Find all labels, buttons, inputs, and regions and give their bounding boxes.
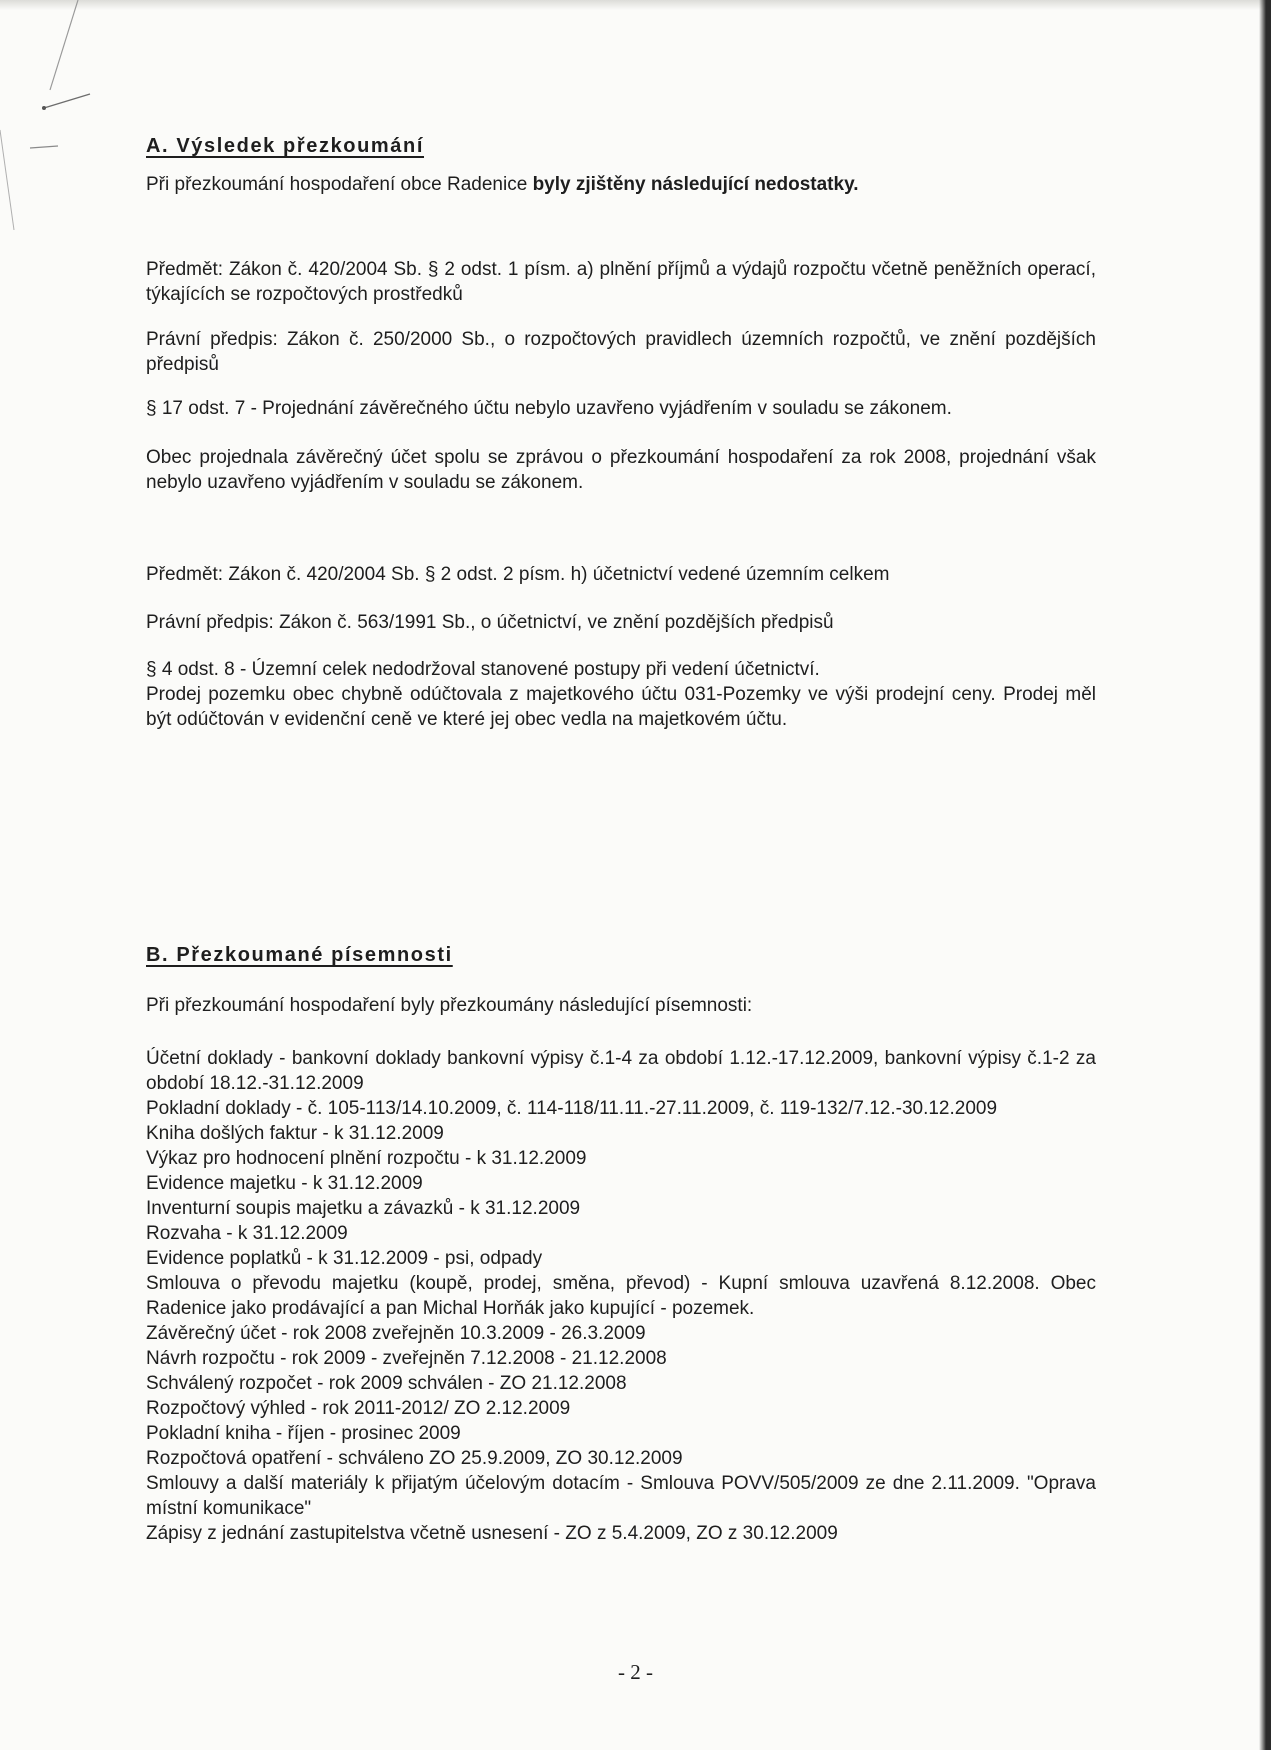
finding2-regulation: Právní předpis: Zákon č. 563/1991 Sb., o účetnictví, ve znění pozdějších předpisů (146, 612, 834, 633)
section-b-heading: B. Přezkoumané písemnosti (146, 944, 453, 966)
documents-list (146, 1046, 1096, 1546)
finding1-paragraph: § 17 odst. 7 - Projednání závěrečného účtu nebylo uzavřeno vyjádřením v souladu se zákonem. (146, 398, 952, 419)
document-item: Rozpočtová opatření - schváleno ZO 25.9.2009, ZO 30.12.2009 (146, 1448, 683, 1469)
document-item: Smlouva o převodu majetku (koupě, prodej, směna, převod) - Kupní smlouva uzavřená 8.12.2008. Obec Radenice jako prodávající a pan Michal Horňák jako kupující - pozemek. (146, 1273, 1096, 1319)
document-item: Smlouvy a další materiály k přijatým účelovým dotacím - Smlouva POVV/505/2009 ze dne 2.11.2009. "Oprava místní komunikace" (146, 1473, 1096, 1519)
section-a-intro-text: Při přezkoumání hospodaření obce Radenice (146, 174, 533, 195)
section-b-intro: Při přezkoumání hospodaření byly přezkoumány následující písemnosti: (146, 995, 753, 1016)
document-item: Evidence majetku - k 31.12.2009 (146, 1173, 423, 1194)
document-item: Rozpočtový výhled - rok 2011-2012/ ZO 2.12.2009 (146, 1398, 571, 1419)
scan-shadow-right (1259, 0, 1271, 1750)
section-a-heading: A. Výsledek přezkoumání (146, 135, 425, 157)
section-a-intro-emphasis: byly zjištěny následující nedostatky. (532, 174, 859, 195)
finding1-detail: Obec projednala závěrečný účet spolu se zprávou o přezkoumání hospodaření za rok 2008, projednání však nebylo uzavřeno vyjádřením v souladu se zákonem. (146, 447, 1096, 493)
document-item: Rozvaha - k 31.12.2009 (146, 1223, 348, 1244)
document-item: Kniha došlých faktur - k 31.12.2009 (146, 1123, 444, 1144)
document-item: Schválený rozpočet - rok 2009 schválen - ZO 21.12.2008 (146, 1373, 627, 1394)
document-item: Výkaz pro hodnocení plnění rozpočtu - k 31.12.2009 (146, 1148, 587, 1169)
document-item: Závěrečný účet - rok 2008 zveřejněn 10.3.2009 - 26.3.2009 (146, 1323, 646, 1344)
document-item: Návrh rozpočtu - rok 2009 - zveřejněn 7.12.2008 - 21.12.2008 (146, 1348, 667, 1369)
document-item: Účetní doklady - bankovní doklady bankovní výpisy č.1-4 za období 1.12.-17.12.2009, bankovní výpisy č.1-2 za období 18.12.-31.12.2009 (146, 1048, 1096, 1094)
document-item: Pokladní doklady - č. 105-113/14.10.2009, č. 114-118/11.11.-27.11.2009, č. 119-132/7.12.-30.12.2009 (146, 1098, 998, 1119)
section-a-intro (146, 172, 1096, 197)
document-item: Pokladní kniha - říjen - prosinec 2009 (146, 1423, 461, 1444)
scan-shadow-top (0, 0, 1271, 10)
finding1-regulation: Právní předpis: Zákon č. 250/2000 Sb., o rozpočtových pravidlech územních rozpočtů, ve znění pozdějších předpisů (146, 329, 1096, 375)
finding2-subject: Předmět: Zákon č. 420/2004 Sb. § 2 odst. 2 písm. h) účetnictví vedené územním celkem (146, 564, 890, 585)
document-item: Zápisy z jednání zastupitelstva včetně usnesení - ZO z 5.4.2009, ZO z 30.12.2009 (146, 1523, 838, 1544)
scan-artifact-mark (0, 0, 110, 230)
finding2-paragraph: § 4 odst. 8 - Územní celek nedodržoval stanovené postupy při vedení účetnictví. (146, 659, 820, 680)
finding2-detail: Prodej pozemku obec chybně odúčtovala z majetkového účtu 031-Pozemky ve výši prodejní ceny. Prodej měl být odúčtován v evidenční ceně ve které jej obec vedla na majetkovém účtu. (146, 684, 1096, 730)
document-item: Evidence poplatků - k 31.12.2009 - psi, odpady (146, 1248, 543, 1269)
finding1-subject: Předmět: Zákon č. 420/2004 Sb. § 2 odst. 1 písm. a) plnění příjmů a výdajů rozpočtu včetně peněžních operací, týkajících se rozpočtových prostředků (146, 259, 1096, 305)
page-number: - 2 - (618, 1660, 653, 1684)
document-item: Inventurní soupis majetku a závazků - k 31.12.2009 (146, 1198, 581, 1219)
